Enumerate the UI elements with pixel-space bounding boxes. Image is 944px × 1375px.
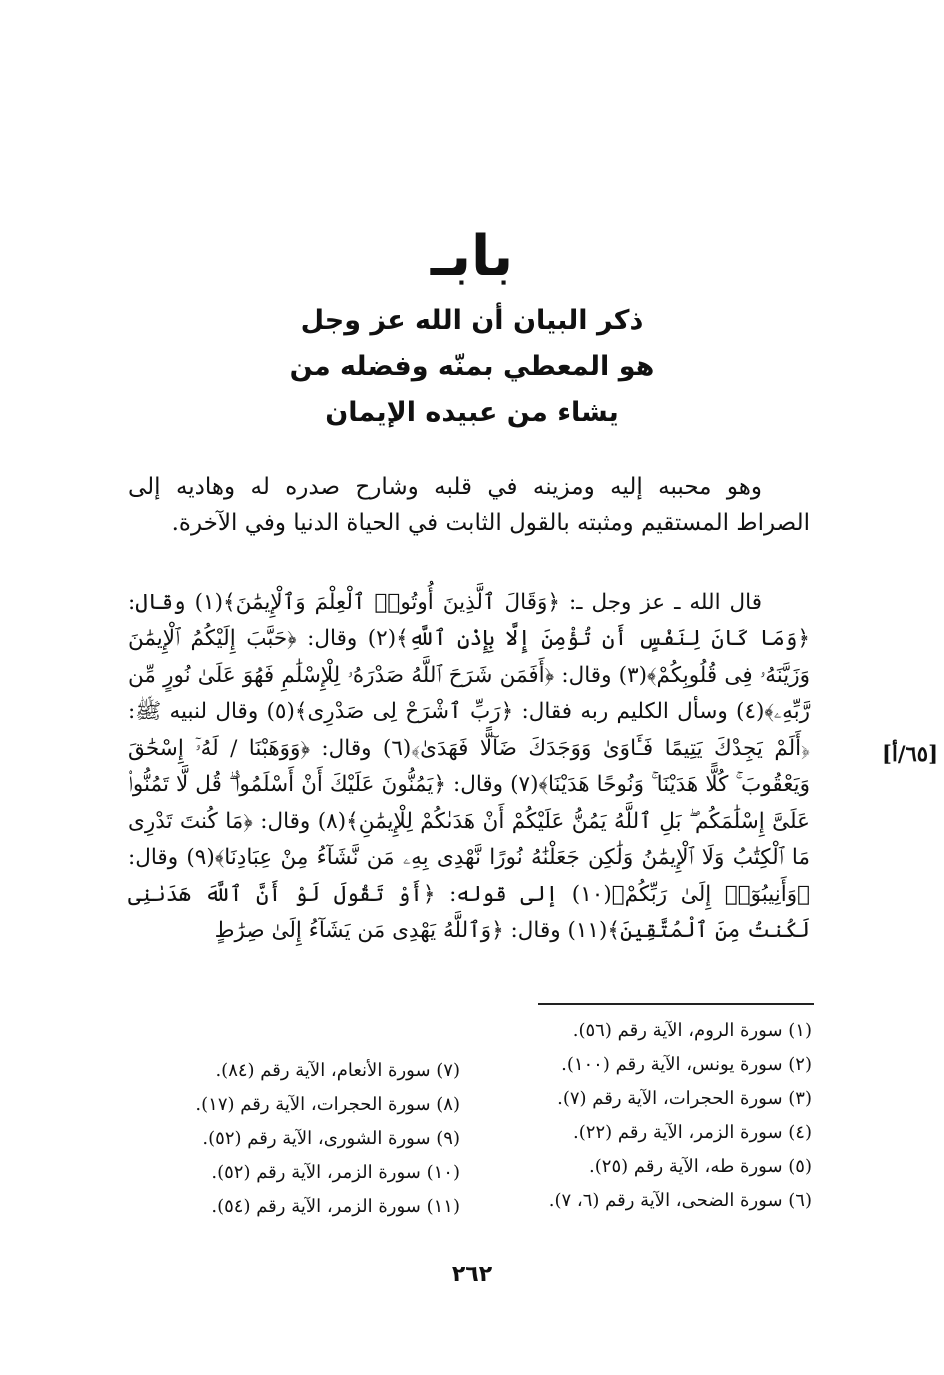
chapter-subtitle — [200, 298, 744, 436]
page-number: ٢٦٢ — [451, 1262, 493, 1287]
footnote: (٦) سورة الضحى، الآية رقم (٦، ٧). — [548, 1190, 812, 1211]
footnote: (٤) سورة الزمر، الآية رقم (٢٢). — [573, 1122, 812, 1143]
manuscript-folio-reference: [٦٥/أ] — [882, 741, 938, 766]
footnote: (٨) سورة الحجرات، الآية رقم (١٧). — [195, 1094, 460, 1115]
subtitle-line: ذكر البيان أن الله عز وجل — [300, 305, 644, 336]
main-paragraph: قال الله ـ عز وجل ـ: ﴿وَقَالَ ٱلَّذِينَ أُوتُوا۟ ٱلْعِلْمَ وَٱلْإِيمَٰنَ﴾(١) وقال: ﴿وَمَا كَانَ لِنَفْسٍ أَن تُؤْمِنَ إِلَّا بِإِذْنِ ٱللَّهِ﴾(٢) وقال: ﴿حَبَّبَ إِلَيْكُمُ ٱلْإِيمَٰنَ وَزَيَّنَهُۥ فِى قُلُوبِكُمْ﴾(٣) وقال: ﴿أَفَمَن شَرَحَ ٱللَّهُ صَدْرَهُۥ لِلْإِسْلَٰمِ فَهُوَ عَلَىٰ نُورٍ مِّن رَّبِّهِۦ﴾(٤) وسأل الكليم ربه فقال: ﴿رَبِّ ٱشْرَحْ لِى صَدْرِى﴾(٥) وقال لنبيه ﷺ: ﴿أَلَمْ يَجِدْكَ يَتِيمًا فَـَٔاوَىٰ وَوَجَدَكَ ضَآلًّا فَهَدَىٰ﴾(٦) وقال: ﴿وَوَهَبْنَا / لَهُۥٓ إِسْحَٰقَ وَيَعْقُوبَ ۚ كُلًّا هَدَيْنَا ۚ وَنُوحًا هَدَيْنَا﴾(٧) وقال: ﴿يَمُنُّونَ عَلَيْكَ أَنْ أَسْلَمُوا۟ ۖ قُل لَّا تَمُنُّوا۟ عَلَىَّ إِسْلَٰمَكُم ۖ بَلِ ٱللَّهُ يَمُنُّ عَلَيْكُمْ أَنْ هَدَىٰكُمْ لِلْإِيمَٰنِ﴾(٨) وقال: ﴿مَا كُنتَ تَدْرِى مَا ٱلْكِتَٰبُ وَلَا ٱلْإِيمَٰنُ وَلَٰكِن جَعَلْنَٰهُ نُورًا نَّهْدِى بِهِۦ مَن نَّشَآءُ مِنْ عِبَادِنَا﴾(٩) وقال: ﴿وَأَنِيبُوٓا۟ إِلَىٰ رَبِّكُمْ﴾(١٠) إلى قوله: ﴿أَوْ تَقُولَ لَوْ أَنَّ ٱللَّهَ هَدَىٰنِى لَكُنتُ مِنَ ٱلْمُتَّقِينَ﴾(١١) وقال: ﴿وَٱللَّهُ يَهْدِى مَن يَشَآءُ إِلَىٰ صِرَٰطٍ — [128, 589, 810, 943]
footnote-divider — [538, 1003, 814, 1005]
footnotes-left-column — [140, 1054, 460, 1224]
footnote: (١١) سورة الزمر، الآية رقم (٥٤). — [211, 1196, 460, 1217]
footnotes-right-column — [482, 1014, 812, 1218]
subtitle-line: يشاء من عبيده الإيمان — [325, 397, 619, 428]
footnote: (٥) سورة طه، الآية رقم (٢٥). — [589, 1156, 812, 1177]
footnote: (٩) سورة الشورى، الآية رقم (٥٢). — [202, 1128, 460, 1149]
footnote: (٢) سورة يونس، الآية رقم (١٠٠). — [561, 1054, 812, 1075]
intro-paragraph: وهو محببه إليه ومزينه في قلبه وشارح صدره له وهاديه إلى الصراط المستقيم ومثبته بالقول الثابت في الحياة الدنيا وفي الآخرة. — [128, 474, 810, 536]
footnote: (١) سورة الروم، الآية رقم (٥٦). — [572, 1020, 812, 1041]
subtitle-line: هو المعطي بمنّه وفضله من — [289, 351, 655, 382]
footnote: (٧) سورة الأنعام، الآية رقم (٨٤). — [215, 1060, 460, 1081]
chapter-title: بابـ — [430, 224, 514, 289]
footnote: (٣) سورة الحجرات، الآية رقم (٧). — [557, 1088, 812, 1109]
footnote: (١٠) سورة الزمر، الآية رقم (٥٢). — [211, 1162, 460, 1183]
